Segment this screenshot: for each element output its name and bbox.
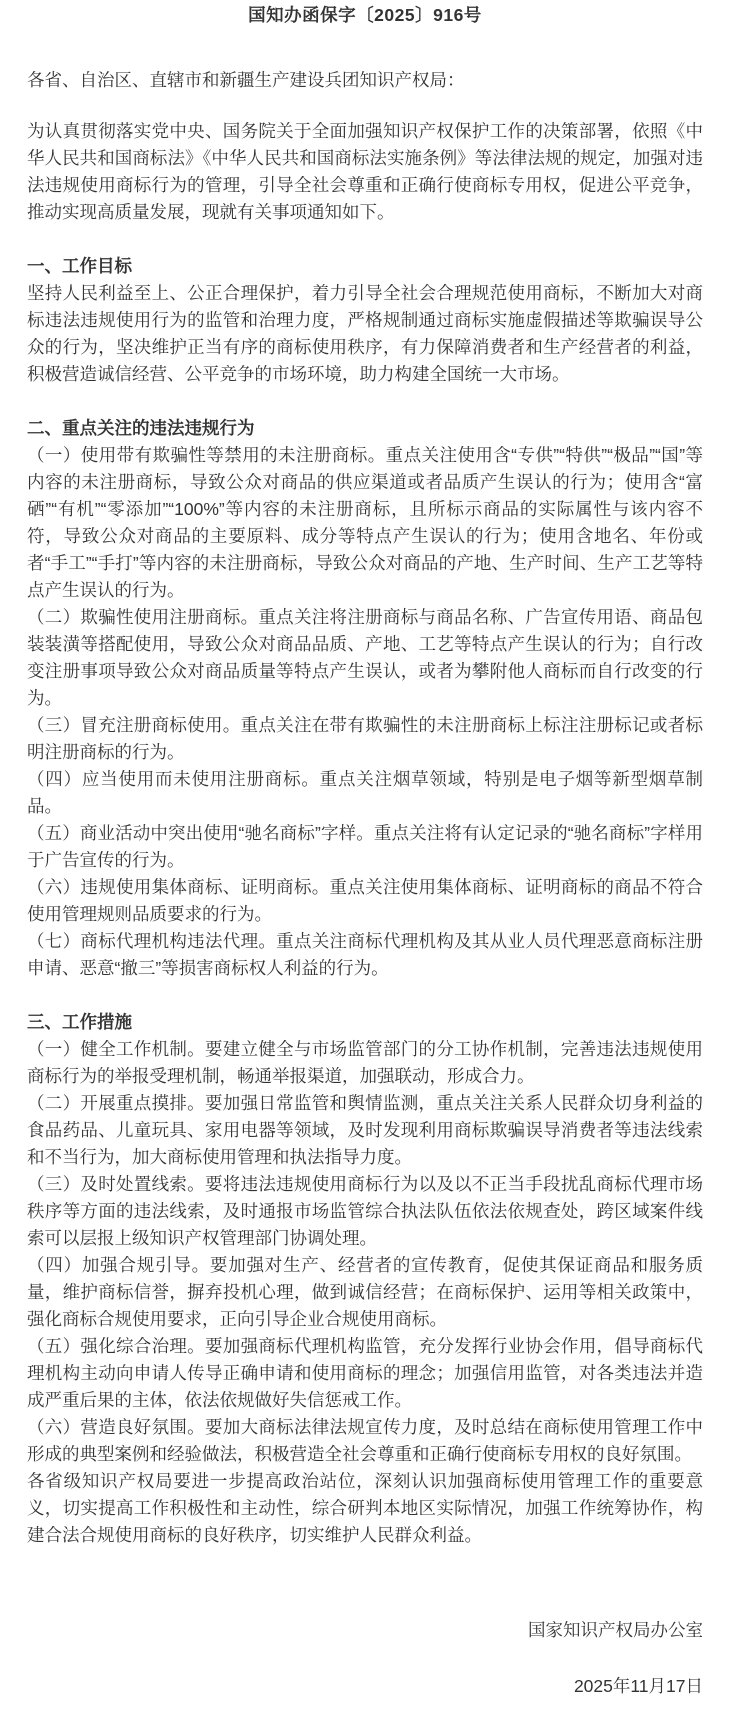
section-1-heading: 一、工作目标 bbox=[27, 256, 132, 276]
section-3-item-6: （六）营造良好氛围。要加大商标法律法规宣传力度，及时总结在商标使用管理工作中形成的典型案例和经验做法，积极营造全社会尊重和正确行使商标专用权的良好氛围。 bbox=[27, 1417, 703, 1464]
section-2-item-3: （三）冒充注册商标使用。重点关注在带有欺骗性的未注册商标上标注注册标记或者标明注册商标的行为。 bbox=[27, 715, 703, 762]
section-3-item-3: （三）及时处置线索。要将违法违规使用商标行为以及以不正当手段扰乱商标代理市场秩序等方面的违法线索，及时通报市场监管综合执法队伍依法依规查处，跨区域案件线索可以层报上级知识产权管理部门协调处理。 bbox=[27, 1174, 703, 1248]
signature: 国家知识产权局办公室 bbox=[528, 1620, 703, 1640]
salutation: 各省、自治区、直辖市和新疆生产建设兵团知识产权局： bbox=[27, 70, 465, 90]
section-2-item-4: （四）应当使用而未使用注册商标。重点关注烟草领域，特别是电子烟等新型烟草制品。 bbox=[27, 769, 703, 816]
section-3-item-4: （四）加强合规引导。要加强对生产、经营者的宣传教育，促使其保证商品和服务质量，维护商标信誉，摒弃投机心理，做到诚信经营；在商标保护、运用等相关政策中，强化商标合规使用要求，正向引导企业合规使用商标。 bbox=[27, 1255, 703, 1329]
closing-paragraph: 各省级知识产权局要进一步提高政治站位，深刻认识加强商标使用管理工作的重要意义，切实提高工作积极性和主动性，综合研判本地区实际情况，加强工作统筹协作，构建合法合规使用商标的良好秩序，切实维护人民群众利益。 bbox=[27, 1471, 703, 1545]
section-2-item-7: （七）商标代理机构违法代理。重点关注商标代理机构及其从业人员代理恶意商标注册申请、恶意“撤三”等损害商标权人利益的行为。 bbox=[27, 931, 703, 978]
section-1-paragraph: 坚持人民利益至上、公正合理保护，着力引导全社会合理规范使用商标，不断加大对商标违法违规使用行为的监管和治理力度，严格规制通过商标实施虚假描述等欺骗误导公众的行为，坚决维护正当有序的商标使用秩序，有力保障消费者和生产经营者的利益，积极营造诚信经营、公平竞争的市场环境，助力构建全国统一大市场。 bbox=[27, 283, 703, 384]
section-3-item-5: （五）强化综合治理。要加强商标代理机构监管，充分发挥行业协会作用，倡导商标代理机构主动向申请人传导正确申请和使用商标的理念；加强信用监管，对各类违法并造成严重后果的主体，依法依规做好失信惩戒工作。 bbox=[27, 1336, 703, 1410]
date: 2025年11月17日 bbox=[573, 1676, 703, 1696]
section-3-item-1: （一）健全工作机制。要建立健全与市场监管部门的分工协作机制，完善违法违规使用商标行为的举报受理机制，畅通举报渠道，加强联动，形成合力。 bbox=[27, 1039, 703, 1086]
section-2-heading: 二、重点关注的违法违规行为 bbox=[27, 418, 255, 438]
doc-number: 国知办函保字〔2025〕916号 bbox=[248, 5, 482, 25]
section-2-item-2: （二）欺骗性使用注册商标。重点关注将注册商标与商品名称、广告宣传用语、商品包装装潢等搭配使用，导致公众对商品品质、产地、工艺等特点产生误认的行为；自行改变注册事项导致公众对商品质量等特点产生误认，或者为攀附他人商标而自行改变的行为。 bbox=[27, 607, 703, 708]
intro-paragraph: 为认真贯彻落实党中央、国务院关于全面加强知识产权保护工作的决策部署，依照《中华人民共和国商标法》《中华人民共和国商标法实施条例》等法律法规的规定，加强对违法违规使用商标行为的管理，引导全社会尊重和正确行使商标专用权，促进公平竞争，推动实现高质量发展，现就有关事项通知如下。 bbox=[27, 121, 703, 222]
section-2-item-6: （六）违规使用集体商标、证明商标。重点关注使用集体商标、证明商标的商品不符合使用管理规则品质要求的行为。 bbox=[27, 877, 703, 924]
section-2-item-1: （一）使用带有欺骗性等禁用的未注册商标。重点关注使用含“专供”“特供”“极品”“国”等内容的未注册商标，导致公众对商品的供应渠道或者品质产生误认的行为；使用含“富硒”“有机”“零添加”“100%”等内容的未注册商标，且所标示商品的实际属性与该内容不符，导致公众对商品的主要原料、成分等特点产生误认的行为；使用含地名、年份或者“手工”“手打”等内容的未注册商标，导致公众对商品的产地、生产时间、生产工艺等特点产生误认的行为。 bbox=[27, 445, 703, 600]
section-2-item-5: （五）商业活动中突出使用“驰名商标”字样。重点关注将有认定记录的“驰名商标”字样用于广告宣传的行为。 bbox=[27, 823, 703, 870]
section-3-item-2: （二）开展重点摸排。要加强日常监管和舆情监测，重点关注关系人民群众切身利益的食品药品、儿童玩具、家用电器等领域，及时发现利用商标欺骗误导消费者等违法线索和不当行为，加大商标使用管理和执法指导力度。 bbox=[27, 1093, 703, 1167]
section-3-heading: 三、工作措施 bbox=[27, 1012, 132, 1032]
